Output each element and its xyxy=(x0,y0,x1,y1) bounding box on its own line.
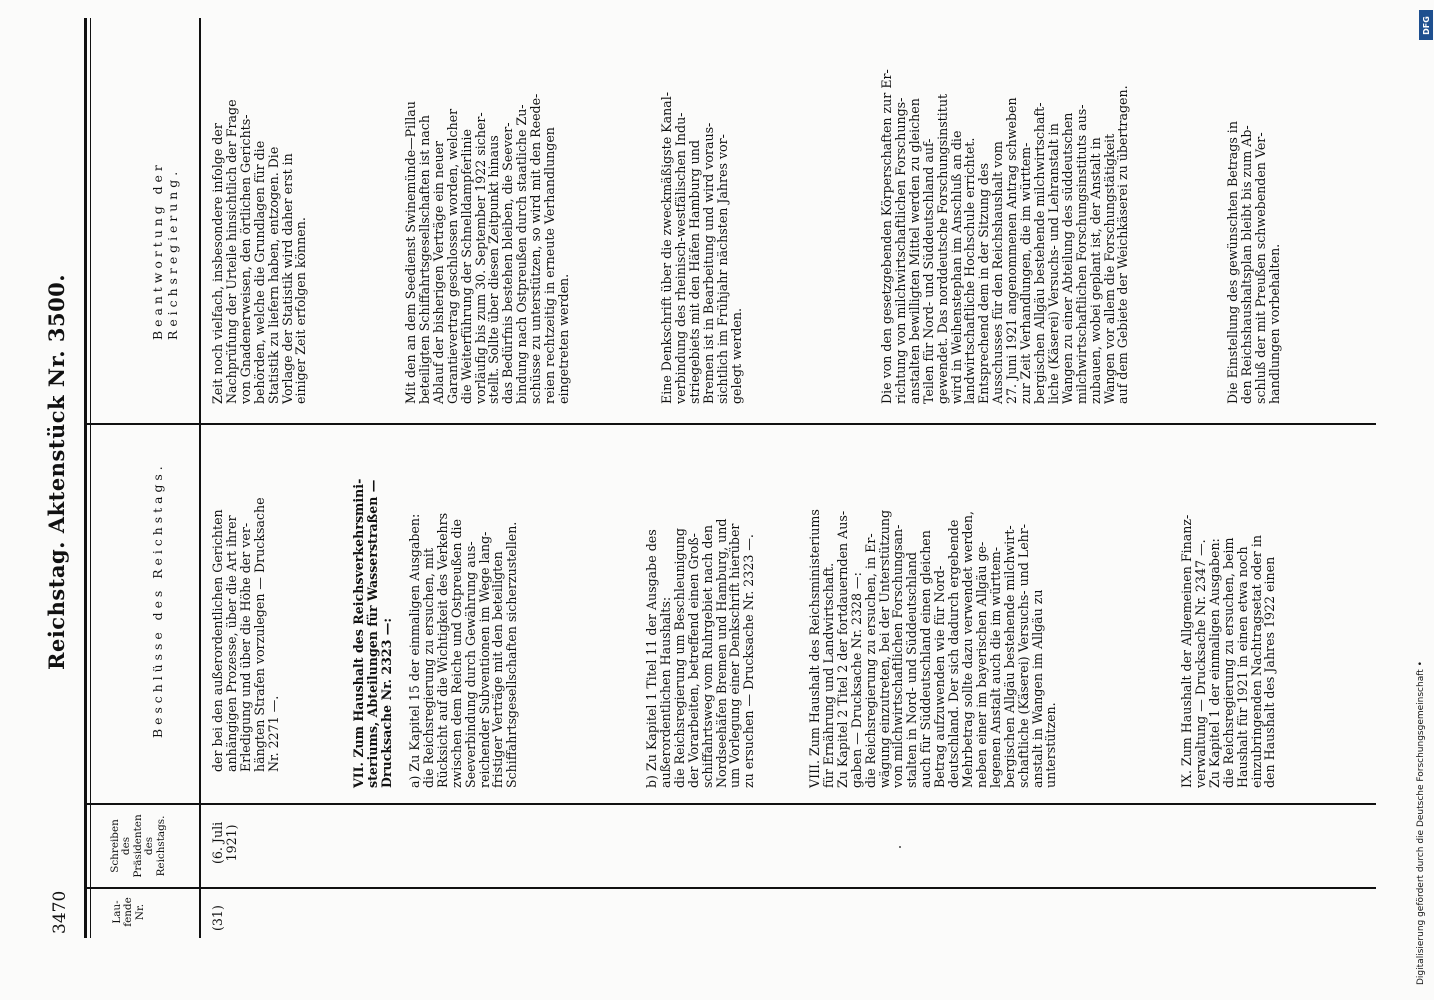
answer-section-viii: Die von den gesetzgebenden Körperschaften zur Er- richtung von milchwirtschaftlichen Forschungs- anstalten bewilligten Mittel werden zu gleichen Teilen für Nord- und Süddeutschland auf- gewendet. Das norddeutsche Forschungsinstitut wird in Weihenstephan im Anschluß an die landwirtschaftliche Hochschule errichtet. Entsprechend dem in der Sitzung des Ausschusses für den Reichshaushalt vom 27. Juni 1921 angenommenen Antrag schweben zur Zeit Verhandlungen, die im württem- bergischen Allgäu bestehende milchwirtschaft- liche (Käserei) Versuchs- und Lehranstalt in Wangen zu einer Abteilung des süddeutschen milchwirtschaftlichen Forschungsinstituts aus- zubauen, wobei geplant ist, der Anstalt in Wangen vor allem die Forschungstätigkeit auf dem Gebiete der Weichkäserei zu übertragen. xyxy=(879,69,1131,404)
resolution-vii-a: a) Zu Kapitel 15 der einmaligen Ausgaben: die Reichsregierung zu ersuchen, mit Rücksicht auf die Wichtigkeit des Verkehrs zwischen dem Reiche und Ostpreußen die Seeverbindung durch Gewährung aus- reichender Subventionen im Wege lang- fristiger Verträge mit den beteiligten Schiffahrtsgesellschaften sicherzustellen. xyxy=(407,512,520,788)
row-number: (31) xyxy=(210,905,225,931)
page-title: Reichstag. Aktenstück Nr. 3500. xyxy=(44,273,69,670)
resolution-continuation: der bei den außerordentlichen Gerichten anhängigen Prozesse, über die Art ihrer Erledigung und über die Höhe der ver- hängten Strafen vorzulegen — Drucksache Nr. 2271 —. xyxy=(210,497,281,772)
column-header-resolutions: Beschlüsse des Reichstags. xyxy=(150,462,165,738)
dfg-logo-text: DFG xyxy=(1421,15,1431,35)
row-date: (6. Juli 1921) xyxy=(210,821,239,864)
dfg-logo xyxy=(1419,10,1433,40)
page-number: 3470 xyxy=(50,890,70,934)
resolution-section-viii: VIII. Zum Haushalt des Reichsministeriums für Ernährung und Landwirtschaft. Zu Kapitel 2 Titel 2 der fortdauernden Aus- gaben — Drucksache Nr. 2328 —: die Reichsregierung zu ersuchen, in Er- wägung einzutreten, bei der Unterstützung von milchwirtschaftlichen Forschungsan- stalten in Nord- und Süddeutschland auch für Süddeutschland einen gleichen Betrag aufzuwenden wie für Nord- deutschland. Der sich dadurch ergebende Mehrbetrag sollte dazu verwendet werden, neben einer im bayerischen Allgäu ge- legenen Anstalt auch die im württem- bergischen Allgäu bestehende milchwirt- schaftliche (Käserei) Versuchs- und Lehr- anstalt in Wangen im Allgäu zu unterstützen. xyxy=(807,509,1059,788)
column-header-letter: Schreiben des Präsidenten des Reichstags. xyxy=(109,814,167,878)
header-bottom-rule xyxy=(199,18,201,938)
column-divider-1 xyxy=(86,887,1376,889)
resolution-vii-b: b) Zu Kapitel 1 Titel 11 der Ausgabe des außerordentlichen Haushalts: die Reichsregierung um Beschleunigung der Vorarbeiten, betreffend einen Groß- schiffahrtsweg vom Ruhrgebiet nach den Nordseehäfen Bremen und Hamburg, und um Vorlegung einer Denkschrift hierüber zu ersuchen — Drucksache Nr. 2323 —. xyxy=(644,518,757,788)
scan-speck xyxy=(899,846,901,848)
top-rule-thick xyxy=(84,18,87,938)
resolution-section-vii-heading: VII. Zum Haushalt des Reichsverkehrsmini- steriums, Abteilungen für Wasserstraßen — Drucksache Nr. 2323 —: xyxy=(351,478,394,788)
answer-section-ix: Die Einstellung des gewünschten Betrags in den Reichshaushaltsplan bleibt bis zum Ab- schluß der mit Preußen schwebenden Ver- handlungen vorbehalten. xyxy=(1225,121,1282,404)
column-divider-3 xyxy=(86,423,1376,425)
column-divider-2 xyxy=(86,803,1376,805)
column-header-number: Lau- fende Nr. xyxy=(111,897,146,927)
digitization-note: Digitalisierung gefördert durch die Deutsche Forschungsgemeinschaft • xyxy=(1416,661,1426,985)
top-rule-thin xyxy=(90,18,91,938)
resolution-section-ix: IX. Zum Haushalt der Allgemeinen Finanz- verwaltung — Drucksache Nr. 2347 —. Zu Kapitel 1 der einmaligen Ausgaben: die Reichsregierung zu ersuchen, beim Haushalt für 1921 in einen etwa noch einzubringenden Nachtragsetat oder in den Haushalt des Jahres 1922 einen xyxy=(1179,514,1278,788)
answer-continuation: Zeit noch vielfach, insbesondere infolge der Nachprüfung der Urteile hinsichtlich der Frage von Gnadenerweisen, den örtlichen Gerichts- behörden, welche die Grundlagen für die Statistik zu liefern haben, entzogen. Die Vorlage der Statistik wird daher erst in einiger Zeit erfolgen können. xyxy=(210,99,309,404)
answer-vii-a: Mit den an dem Seedienst Swinemünde—Pillau beteiligten Schiffahrtsgesellschaften ist nach Ablauf der bisherigen Verträge ein neuer Garantievertrag geschlossen worden, welcher die Weiterführung der Schnelldampferlinie vorläufig bis zum 30. September 1922 sicher- stellt. Sollte über diesen Zeitpunkt hinaus das Bedürfnis bestehen bleiben, die Seever- bindung nach Ostpreußen durch staatliche Zu- schüsse zu unterstützen, so wird mit den Reede- reien rechtzeitig in erneute Verhandlungen eingetreten werden. xyxy=(403,93,571,404)
answer-vii-b: Eine Denkschrift über die zweckmäßigste Kanal- verbindung des rheinisch-westfälischen Indu- striegebiets mit den Häfen Hamburg und Bremen ist in Bearbeitung und wird voraus- sichtlich im Frühjahr nächsten Jahres vor- gelegt werden. xyxy=(659,92,744,404)
column-header-answers: Beantwortung der Reichsregierung. xyxy=(150,161,180,340)
